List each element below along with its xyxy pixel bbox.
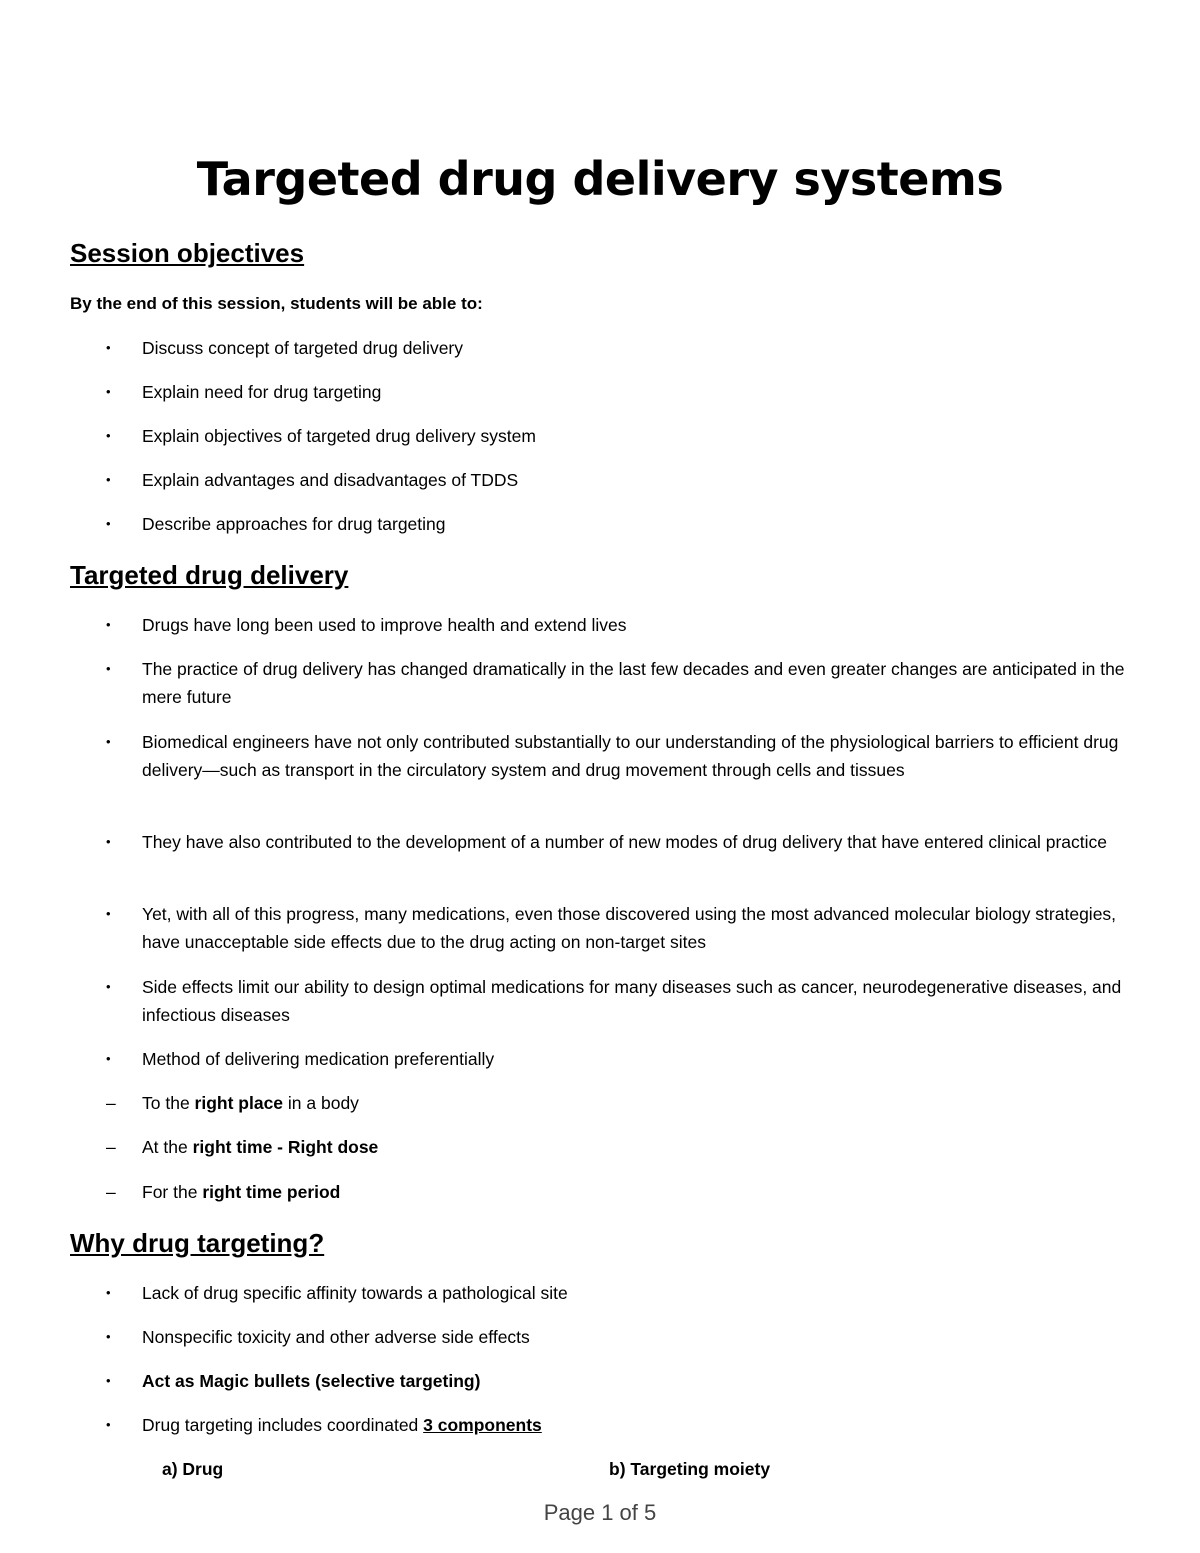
list-item: • Method of delivering medication preferentially [106, 1045, 1126, 1073]
list-item: • Nonspecific toxicity and other adverse side effects [106, 1323, 1126, 1351]
bullet-icon: • [106, 340, 111, 355]
list-item: • Explain advantages and disadvantages of TDDS [106, 466, 1126, 494]
component-drug: a) Drug [162, 1459, 224, 1479]
bullet-icon: • [106, 834, 111, 849]
bullet-icon: • [106, 617, 111, 632]
bullet-icon: • [106, 979, 111, 994]
sub-list-item: – To the right place in a body [106, 1089, 1126, 1117]
heading-session-objectives: Session objectives [70, 238, 305, 268]
bullet-icon: • [106, 1285, 111, 1300]
list-item: • Explain need for drug targeting [106, 378, 1126, 406]
list-item: • The practice of drug delivery has changed dramatically in the last few decades and even greater changes are anticipated in the mere future [106, 655, 1126, 711]
list-item: • Explain objectives of targeted drug delivery system [106, 422, 1126, 450]
document-title: Targeted drug delivery systems [196, 152, 1004, 206]
list-item: • Describe approaches for drug targeting [106, 510, 1126, 538]
bullet-icon: • [106, 516, 111, 531]
bullet-icon: • [106, 1373, 111, 1388]
bullet-icon: • [106, 1417, 111, 1432]
bullet-icon: • [106, 472, 111, 487]
sub-list-item: – At the right time - Right dose [106, 1133, 1126, 1161]
bullet-icon: • [106, 1051, 111, 1066]
bullet-icon: • [106, 661, 111, 676]
page-number: Page 1 of 5 [543, 1500, 657, 1525]
sub-list-item: – For the right time period [106, 1178, 1126, 1206]
bullet-icon: • [106, 384, 111, 399]
bullet-icon: • [106, 428, 111, 443]
dash-icon: – [106, 1182, 116, 1202]
bullet-icon: • [106, 906, 111, 921]
session-intro: By the end of this session, students will be able to: [70, 294, 483, 313]
heading-targeted-drug-delivery: Targeted drug delivery [70, 560, 349, 590]
list-item: • Act as Magic bullets (selective targeting) [106, 1367, 1126, 1395]
list-item: • Yet, with all of this progress, many medications, even those discovered using the most advanced molecular biology strategies, have unacceptable side effects due to the drug acting on non-target sites [106, 900, 1126, 956]
list-item: • Drug targeting includes coordinated 3 components [106, 1411, 1126, 1439]
list-item: • Biomedical engineers have not only contributed substantially to our understanding of the physiological barriers to efficient drug delivery—such as transport in the circulatory system and drug movement through cells and tissues [106, 728, 1126, 784]
list-item: • Drugs have long been used to improve health and extend lives [106, 611, 1126, 639]
heading-why-drug-targeting: Why drug targeting? [70, 1228, 325, 1258]
list-item: • They have also contributed to the development of a number of new modes of drug delivery that have entered clinical practice [106, 828, 1126, 856]
bullet-icon: • [106, 734, 111, 749]
list-item: • Discuss concept of targeted drug delivery [106, 334, 1126, 362]
list-item: • Lack of drug specific affinity towards a pathological site [106, 1279, 1126, 1307]
component-targeting-moiety: b) Targeting moiety [609, 1459, 771, 1479]
bullet-icon: • [106, 1329, 111, 1344]
dash-icon: – [106, 1137, 116, 1157]
list-item: • Side effects limit our ability to design optimal medications for many diseases such as cancer, neurodegenerative diseases, and infectious diseases [106, 973, 1126, 1029]
dash-icon: – [106, 1093, 116, 1113]
